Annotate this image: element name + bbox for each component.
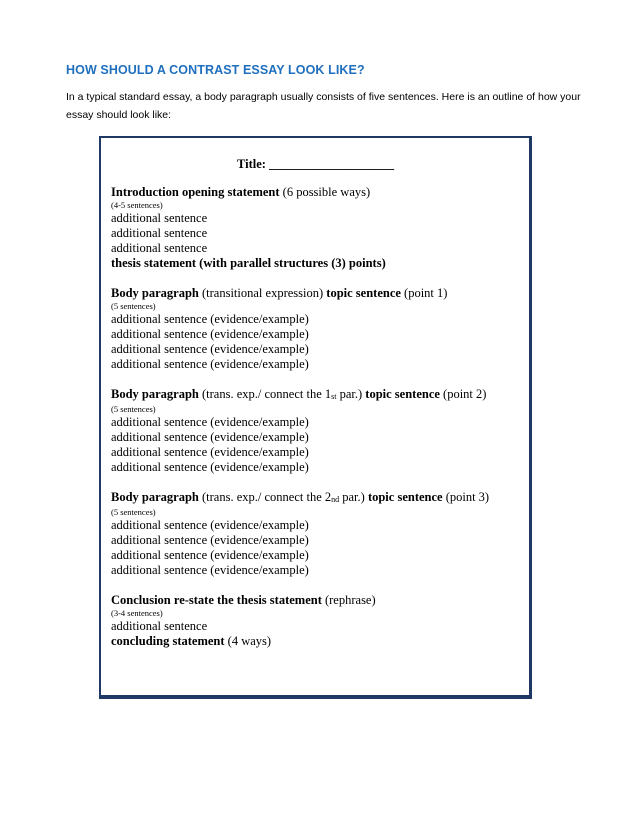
body-3-point: (point 3) <box>442 490 490 504</box>
essay-outline-box <box>99 136 532 699</box>
conclusion-line: additional sentence <box>111 619 208 633</box>
conclusion-note: (3-4 sentences) <box>111 608 163 618</box>
body-1-heading <box>111 286 521 301</box>
body-2-heading-mid-a: (trans. exp./ connect the 1 <box>198 387 332 401</box>
intro-paragraph: In a typical standard essay, a body paragraph usually consists of five sentences. Here is an outline of how your essay should look like: <box>66 91 581 121</box>
body-1-line: additional sentence (evidence/example) <box>111 327 309 341</box>
body-2-heading-bold: Body paragraph <box>111 387 199 401</box>
body-3-heading-mid-a: (trans. exp./ connect the 2 <box>198 490 332 504</box>
body-2-topic: topic sentence <box>365 387 440 401</box>
conclusion-heading-bold: Conclusion re-state the thesis statement <box>111 593 322 607</box>
body-2-line: additional sentence (evidence/example) <box>111 445 309 459</box>
body-paragraph-3-section <box>111 490 521 578</box>
body-3-ordinal: nd <box>331 495 340 504</box>
conclusion-heading <box>111 593 521 608</box>
body-1-heading-bold: Body paragraph <box>111 286 199 300</box>
body-paragraph-2-section <box>111 387 521 475</box>
outline-title <box>237 157 394 172</box>
outline-content <box>111 185 521 664</box>
page-heading: HOW SHOULD A CONTRAST ESSAY LOOK LIKE? <box>66 63 365 77</box>
body-1-line: additional sentence (evidence/example) <box>111 357 309 371</box>
introduction-heading <box>111 185 521 200</box>
body-3-topic: topic sentence <box>367 490 443 504</box>
body-3-line: additional sentence (evidence/example) <box>111 533 309 547</box>
body-1-heading-mid: (transitional expression) <box>198 286 327 300</box>
introduction-section <box>111 185 521 271</box>
title-label: Title: <box>237 157 266 171</box>
body-3-note: (5 sentences) <box>111 507 156 517</box>
body-2-note: (5 sentences) <box>111 404 156 414</box>
body-paragraph-1-section <box>111 286 521 372</box>
concluding-statement-rest: (4 ways) <box>224 634 272 648</box>
body-1-point: (point 1) <box>400 286 448 300</box>
body-3-line: additional sentence (evidence/example) <box>111 518 309 532</box>
body-2-line: additional sentence (evidence/example) <box>111 415 309 429</box>
introduction-line: additional sentence <box>111 241 208 255</box>
body-2-ordinal: st <box>331 392 337 401</box>
body-2-line: additional sentence (evidence/example) <box>111 460 309 474</box>
introduction-line: additional sentence <box>111 211 208 225</box>
introduction-heading-bold: Introduction opening statement <box>111 185 280 199</box>
conclusion-heading-rest: (rephrase) <box>321 593 376 607</box>
body-1-line: additional sentence (evidence/example) <box>111 312 309 326</box>
concluding-statement-bold: concluding statement <box>111 634 225 648</box>
body-3-heading-mid-b: par.) <box>339 490 368 504</box>
body-2-line: additional sentence (evidence/example) <box>111 430 309 444</box>
body-1-topic: topic sentence <box>326 286 401 300</box>
body-3-heading-bold: Body paragraph <box>111 490 199 504</box>
introduction-heading-rest: (6 possible ways) <box>279 185 371 199</box>
body-1-line: additional sentence (evidence/example) <box>111 342 309 356</box>
title-blank: ____________________ <box>269 157 395 171</box>
body-1-note: (5 sentences) <box>111 301 156 311</box>
concluding-statement <box>111 634 521 649</box>
body-2-point: (point 2) <box>439 387 487 401</box>
body-3-line: additional sentence (evidence/example) <box>111 548 309 562</box>
body-3-line: additional sentence (evidence/example) <box>111 563 309 577</box>
thesis-statement: thesis statement (with parallel structures (3) points) <box>111 256 386 270</box>
body-2-heading-mid-b: par.) <box>336 387 366 401</box>
introduction-note: (4-5 sentences) <box>111 200 163 210</box>
body-3-heading <box>111 490 521 507</box>
introduction-line: additional sentence <box>111 226 208 240</box>
body-2-heading <box>111 387 521 404</box>
conclusion-section <box>111 593 521 649</box>
